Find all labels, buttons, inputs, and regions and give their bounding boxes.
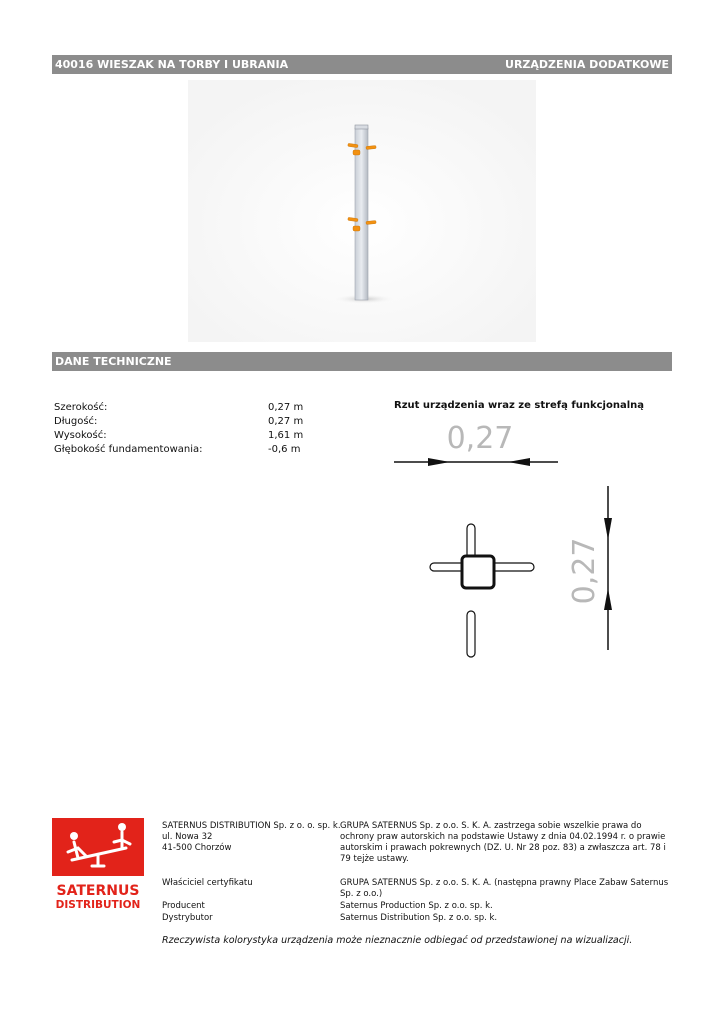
logo-line2: DISTRIBUTION	[55, 899, 141, 911]
arrow-right-icon	[428, 458, 450, 466]
certificate-owner-label: Właściciel certyfikatu	[162, 878, 253, 888]
product-title: 40016 WIESZAK NA TORBY I UBRANIA	[55, 58, 289, 71]
spec-value-width: 0,27 m	[268, 402, 304, 413]
arrow-up-icon	[604, 588, 612, 610]
company-name: SATERNUS DISTRIBUTION Sp. z o. o. sp. k.	[162, 821, 341, 831]
copyright-notice: GRUPA SATERNUS Sp. z o.o. S. K. A. zastrzega sobie wszelkie prawa do ochrony praw autorskich na podstawie Ustawy z dnia 04.02.1994 r. o prawie autorskim i prawach pokrewnych (DZ. U. Nr 28 poz. 83) a zwłaszcza art. 78 i 79 tejże ustawy.	[340, 821, 666, 864]
header-bar	[52, 55, 672, 74]
distributor-value: Saternus Distribution Sp. z o.o. sp. k.	[340, 913, 498, 923]
category-label: URZĄDZENIA DODATKOWE	[505, 58, 669, 71]
spec-value-length: 0,27 m	[268, 416, 304, 427]
distributor-label: Dystrybutor	[162, 913, 213, 923]
plan-title: Rzut urządzenia wraz ze strefą funkcjonalną	[394, 400, 645, 411]
length-dimension-label: 0,27	[567, 537, 602, 605]
arrow-left-icon	[508, 458, 530, 466]
spec-value-height: 1,61 m	[268, 430, 304, 441]
spec-label-length: Długość:	[54, 416, 98, 427]
color-disclaimer: Rzeczywista kolorystyka urządzenia może nieznacznie odbiegać od przedstawionej na wizualizacji.	[162, 935, 633, 946]
section-title: DANE TECHNICZNE	[55, 355, 172, 368]
company-city: 41-500 Chorzów	[162, 843, 232, 853]
producer-label: Producent	[162, 901, 205, 911]
section-bar	[52, 352, 672, 371]
saternus-logo	[52, 818, 144, 910]
product-image	[188, 80, 536, 342]
spec-value-foundation: -0,6 m	[268, 444, 301, 455]
width-dimension-label: 0,27	[446, 421, 514, 456]
producer-value: Saternus Production Sp. z o.o. sp. k.	[340, 901, 493, 911]
certificate-owner-value: GRUPA SATERNUS Sp. z o.o. S. K. A. (następna prawny Place Zabaw Saternus Sp. z o.o.)	[340, 878, 669, 899]
footprint-icon	[430, 524, 534, 657]
plan-drawing	[390, 418, 630, 658]
spec-label-foundation: Głębokość fundamentowania:	[54, 444, 203, 455]
spec-label-width: Szerokość:	[54, 402, 108, 413]
company-street: ul. Nowa 32	[162, 832, 213, 842]
arrow-down-icon	[604, 518, 612, 540]
logo-line1: SATERNUS	[56, 883, 140, 899]
spec-label-height: Wysokość:	[54, 430, 107, 441]
